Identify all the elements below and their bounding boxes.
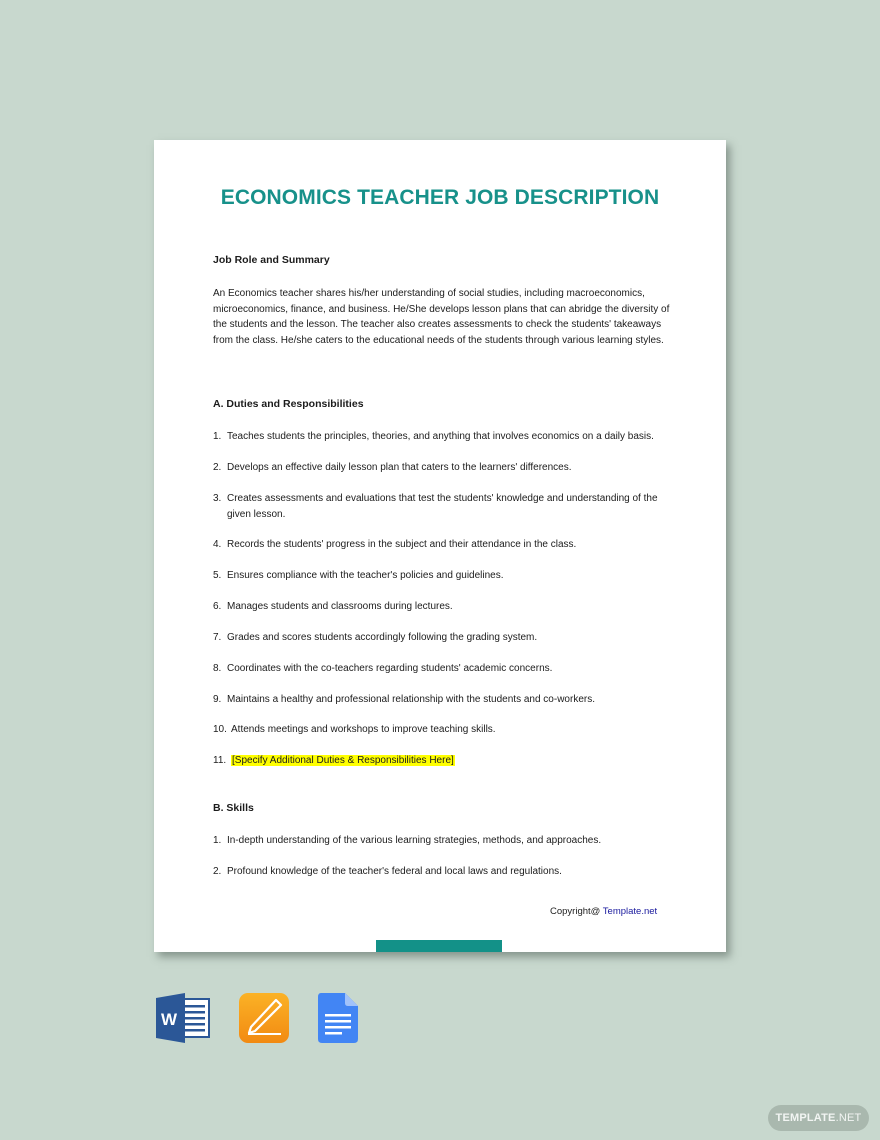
list-number: 4. bbox=[213, 539, 222, 550]
copyright-notice bbox=[550, 906, 657, 917]
list-text: Ensures compliance with the teacher's policies and guidelines. bbox=[227, 570, 504, 581]
apple-pages-icon[interactable] bbox=[238, 992, 290, 1044]
list-text: Attends meetings and workshops to improve teaching skills. bbox=[231, 724, 496, 735]
copyright-link[interactable]: Template.net bbox=[602, 906, 658, 917]
skill-item bbox=[213, 864, 673, 880]
summary-body: An Economics teacher shares his/her understanding of social studies, including macroeconomics, microeconomics, finance, and business. He/She develops lesson plans that can abridge the diversity of the students and the lesson. The teacher also creates assessments to check the students' takeaways from the class. He/she caters to the educational needs of the students through various learning styles. bbox=[213, 288, 670, 346]
template-net-watermark bbox=[768, 1105, 869, 1131]
document-title: ECONOMICS TEACHER JOB DESCRIPTION bbox=[220, 186, 660, 209]
duty-item bbox=[213, 460, 673, 476]
list-number: 9. bbox=[213, 694, 222, 705]
skills-heading: B. Skills bbox=[213, 802, 254, 814]
duty-item bbox=[213, 429, 673, 445]
duty-item bbox=[213, 692, 673, 708]
duty-item bbox=[213, 537, 673, 553]
list-number: 1. bbox=[213, 835, 222, 846]
watermark-bold: TEMPLATE bbox=[775, 1112, 836, 1124]
placeholder-highlight: [Specify Additional Duties & Responsibilities Here] bbox=[232, 755, 454, 766]
duty-item bbox=[213, 661, 673, 677]
google-docs-icon[interactable] bbox=[317, 992, 359, 1044]
microsoft-word-icon[interactable] bbox=[155, 993, 211, 1043]
watermark-light: .NET bbox=[835, 1112, 862, 1124]
duty-item bbox=[213, 491, 673, 522]
list-number: 5. bbox=[213, 570, 222, 581]
list-text: Teaches students the principles, theories, and anything that involves economics on a daily basis. bbox=[227, 431, 654, 442]
list-number: 8. bbox=[213, 663, 222, 674]
list-text: Manages students and classrooms during lectures. bbox=[227, 601, 453, 612]
list-number: 6. bbox=[213, 601, 222, 612]
list-number: 3. bbox=[213, 493, 222, 504]
list-number: 10. bbox=[213, 724, 227, 735]
duty-item bbox=[213, 599, 673, 615]
list-text: Coordinates with the co-teachers regarding students' academic concerns. bbox=[227, 663, 553, 674]
list-number: 7. bbox=[213, 632, 222, 643]
duty-item bbox=[213, 722, 673, 738]
duty-item bbox=[213, 568, 673, 584]
accent-bar bbox=[376, 940, 502, 952]
list-text: Profound knowledge of the teacher's federal and local laws and regulations. bbox=[227, 866, 562, 877]
duties-heading: A. Duties and Responsibilities bbox=[213, 398, 364, 410]
list-text: In-depth understanding of the various learning strategies, methods, and approaches. bbox=[227, 835, 602, 846]
list-number: 2. bbox=[213, 866, 222, 877]
duty-item bbox=[213, 630, 673, 646]
copyright-prefix: Copyright@ bbox=[550, 906, 603, 917]
list-number: 1. bbox=[213, 431, 222, 442]
list-number: 2. bbox=[213, 462, 222, 473]
list-text: Grades and scores students accordingly following the grading system. bbox=[227, 632, 538, 643]
list-text: Records the students' progress in the subject and their attendance in the class. bbox=[227, 539, 577, 550]
list-number: 11. bbox=[213, 755, 227, 766]
list-text: Maintains a healthy and professional relationship with the students and co-workers. bbox=[227, 694, 595, 705]
skill-item bbox=[213, 833, 673, 849]
list-text: Creates assessments and evaluations that test the students' knowledge and understanding of the given lesson. bbox=[227, 493, 658, 520]
word-letter: W bbox=[160, 1010, 178, 1029]
duty-item bbox=[213, 753, 673, 769]
list-text: Develops an effective daily lesson plan that caters to the learners' differences. bbox=[227, 462, 572, 473]
summary-heading: Job Role and Summary bbox=[213, 254, 330, 266]
